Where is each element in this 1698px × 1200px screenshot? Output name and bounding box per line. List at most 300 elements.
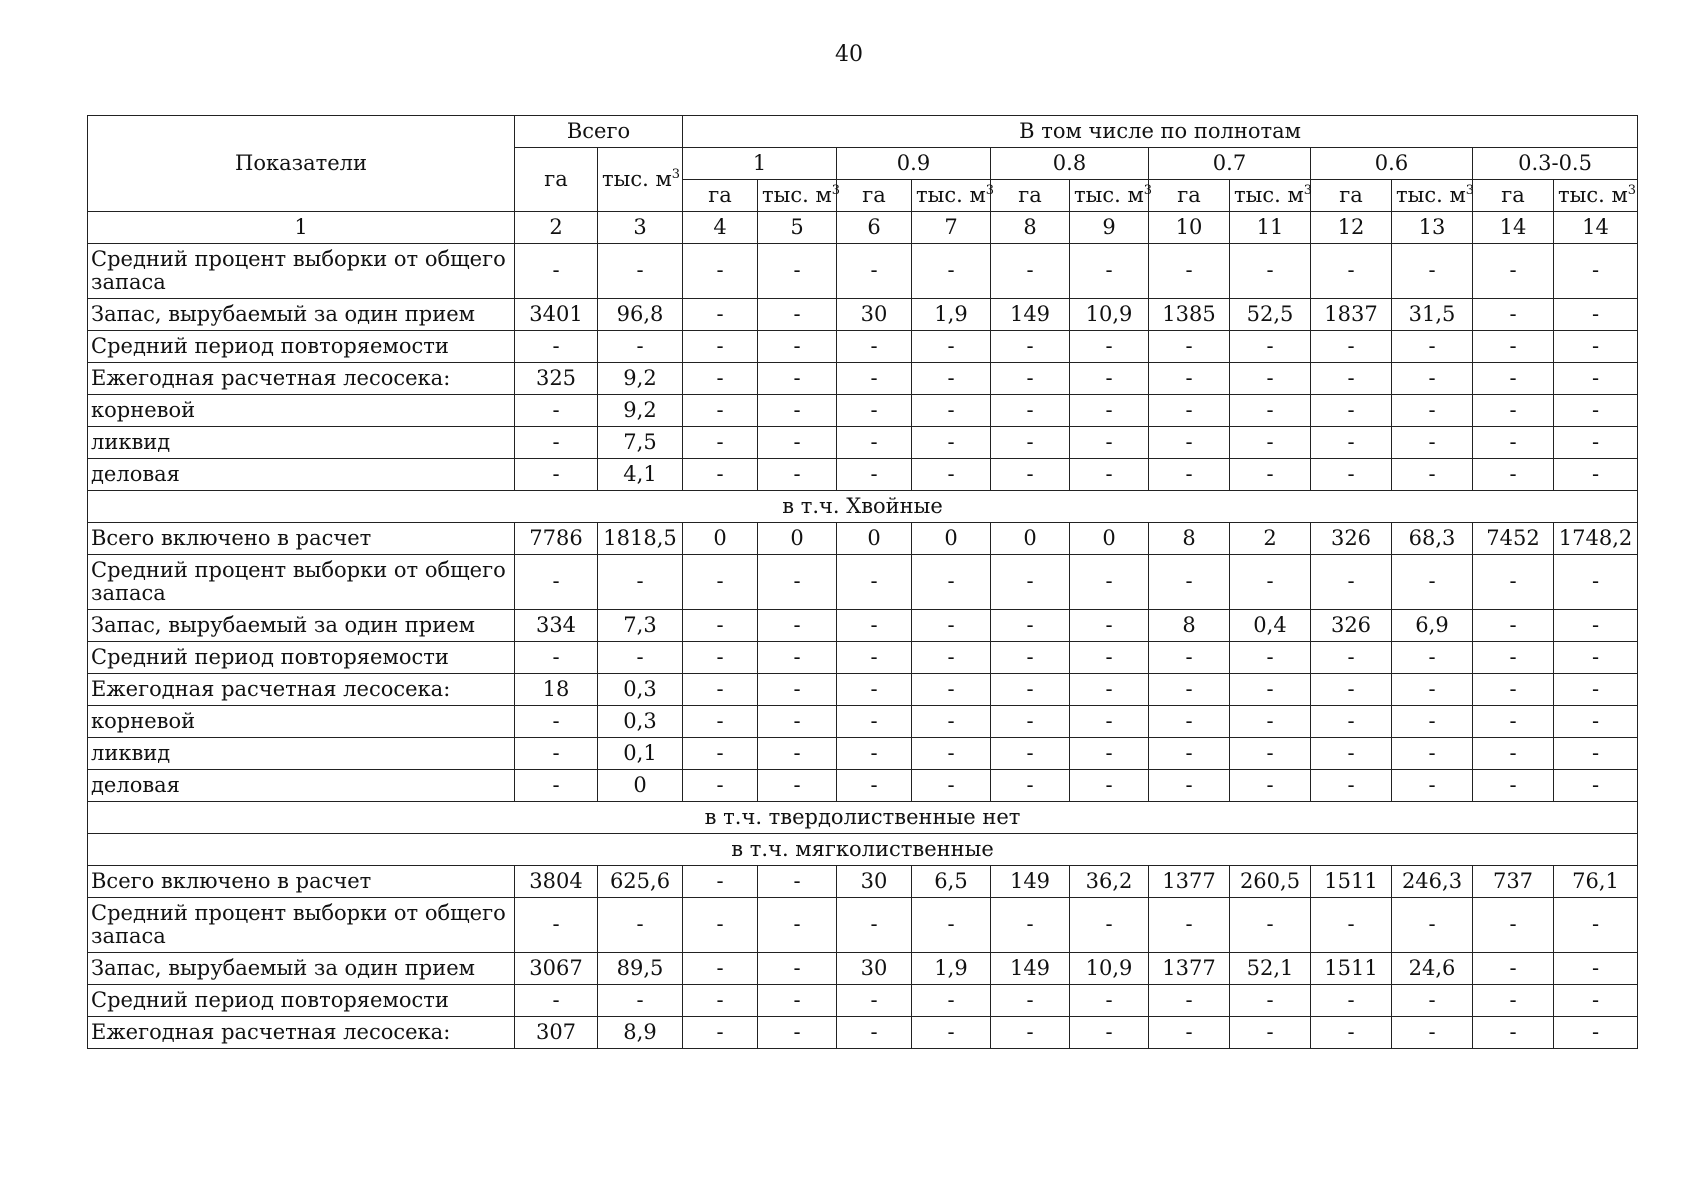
table-cell: - — [837, 985, 912, 1017]
table-cell: - — [1554, 674, 1638, 706]
table-cell: 326 — [1311, 610, 1392, 642]
column-number: 5 — [758, 212, 837, 244]
table-cell: - — [758, 610, 837, 642]
table-cell: - — [837, 363, 912, 395]
table-cell: - — [1311, 459, 1392, 491]
row-label: Запас, вырубаемый за один прием — [88, 299, 515, 331]
table-cell: - — [1473, 898, 1554, 953]
header-unit-ha: га — [1311, 180, 1392, 212]
table-row — [88, 706, 1638, 738]
table-cell: - — [1392, 244, 1473, 299]
table-cell: - — [1070, 642, 1149, 674]
table-cell: - — [1230, 1017, 1311, 1049]
table-cell: - — [1070, 985, 1149, 1017]
table-cell: - — [1230, 674, 1311, 706]
table-cell: - — [1473, 738, 1554, 770]
section-title: в т.ч. мягколиственные — [88, 834, 1638, 866]
table-cell: - — [837, 738, 912, 770]
table-cell: 30 — [837, 953, 912, 985]
table-cell: - — [1473, 244, 1554, 299]
table-cell: 4,1 — [598, 459, 683, 491]
table-cell: - — [1070, 244, 1149, 299]
table-cell: - — [1230, 706, 1311, 738]
table-cell: - — [1392, 706, 1473, 738]
table-row — [88, 898, 1638, 953]
table-row — [88, 427, 1638, 459]
table-cell: - — [1554, 706, 1638, 738]
table-cell: 2 — [1230, 523, 1311, 555]
table-row — [88, 770, 1638, 802]
section-row — [88, 834, 1638, 866]
table-cell: - — [1070, 1017, 1149, 1049]
table-cell: - — [1554, 363, 1638, 395]
table-cell: - — [1473, 363, 1554, 395]
table-cell: - — [758, 898, 837, 953]
table-cell: - — [1311, 985, 1392, 1017]
table-cell: - — [991, 427, 1070, 459]
table-row — [88, 459, 1638, 491]
table-cell: - — [991, 610, 1070, 642]
table-cell: 7,3 — [598, 610, 683, 642]
table-cell: - — [912, 459, 991, 491]
table-cell: 3067 — [515, 953, 598, 985]
table-cell: 737 — [1473, 866, 1554, 898]
table-cell: 149 — [991, 866, 1070, 898]
table-cell: 1377 — [1149, 953, 1230, 985]
table-cell: 0 — [758, 523, 837, 555]
table-cell: - — [991, 770, 1070, 802]
table-cell: - — [1070, 395, 1149, 427]
table-cell: 30 — [837, 866, 912, 898]
table-cell: 0 — [1070, 523, 1149, 555]
row-label: корневой — [88, 395, 515, 427]
table-cell: - — [758, 331, 837, 363]
table-cell: - — [1473, 985, 1554, 1017]
table-cell: - — [683, 1017, 758, 1049]
table-cell: 149 — [991, 953, 1070, 985]
table-cell: - — [991, 331, 1070, 363]
table-cell: - — [683, 427, 758, 459]
table-cell: - — [598, 555, 683, 610]
table-cell: - — [758, 953, 837, 985]
table-cell: - — [598, 642, 683, 674]
column-number: 9 — [1070, 212, 1149, 244]
table-cell: - — [1554, 459, 1638, 491]
table-cell: 9,2 — [598, 395, 683, 427]
table-cell: - — [1554, 299, 1638, 331]
table-cell: - — [1070, 770, 1149, 802]
table-cell: - — [1311, 555, 1392, 610]
table-cell: - — [1473, 674, 1554, 706]
table-cell: 326 — [1311, 523, 1392, 555]
column-number: 1 — [88, 212, 515, 244]
table-cell: - — [1392, 555, 1473, 610]
table-row — [88, 299, 1638, 331]
table-cell: - — [683, 363, 758, 395]
table-cell: 1511 — [1311, 866, 1392, 898]
table-row — [88, 331, 1638, 363]
row-label: корневой — [88, 706, 515, 738]
header-unit-vol: тыс. $м^3$ — [1392, 180, 1473, 212]
table-cell: - — [837, 706, 912, 738]
table-cell: - — [837, 642, 912, 674]
table-cell: 0,3 — [598, 706, 683, 738]
table-cell: - — [1149, 244, 1230, 299]
column-number: 14 — [1554, 212, 1638, 244]
table-cell: - — [1311, 395, 1392, 427]
table-cell: - — [1230, 363, 1311, 395]
table-row — [88, 738, 1638, 770]
header-unit-ha: га — [683, 180, 758, 212]
table-cell: - — [912, 244, 991, 299]
table-cell: 30 — [837, 299, 912, 331]
column-number: 7 — [912, 212, 991, 244]
table-cell: 0 — [991, 523, 1070, 555]
table-cell: 76,1 — [1554, 866, 1638, 898]
table-cell: - — [1392, 642, 1473, 674]
table-row — [88, 642, 1638, 674]
table-cell: - — [515, 459, 598, 491]
table-cell: - — [1554, 244, 1638, 299]
table-cell: - — [515, 706, 598, 738]
table-row — [88, 953, 1638, 985]
table-cell: 10,9 — [1070, 953, 1149, 985]
table-cell: - — [912, 610, 991, 642]
table-cell: 0 — [837, 523, 912, 555]
row-label: Средний период повторяемости — [88, 331, 515, 363]
table-cell: - — [1070, 459, 1149, 491]
table-cell: - — [837, 395, 912, 427]
table-cell: - — [1554, 555, 1638, 610]
table-cell: - — [1070, 427, 1149, 459]
table-cell: - — [837, 674, 912, 706]
table-cell: - — [758, 299, 837, 331]
table-cell: 68,3 — [1392, 523, 1473, 555]
table-cell: - — [758, 459, 837, 491]
column-number: 4 — [683, 212, 758, 244]
table-cell: - — [991, 738, 1070, 770]
table-cell: - — [912, 331, 991, 363]
table-cell: 7786 — [515, 523, 598, 555]
table-cell: - — [515, 985, 598, 1017]
table-cell: - — [912, 770, 991, 802]
table-cell: - — [758, 674, 837, 706]
table-cell: - — [1070, 898, 1149, 953]
table-cell: - — [1149, 738, 1230, 770]
table-cell: - — [1392, 363, 1473, 395]
table-cell: - — [1070, 738, 1149, 770]
table-cell: 3804 — [515, 866, 598, 898]
table-cell: 334 — [515, 610, 598, 642]
row-label: Ежегодная расчетная лесосека: — [88, 363, 515, 395]
table-cell: - — [1473, 770, 1554, 802]
table-cell: - — [683, 953, 758, 985]
table-cell: - — [1311, 898, 1392, 953]
table-cell: - — [837, 331, 912, 363]
header-density: 0.8 — [991, 148, 1149, 180]
table-row — [88, 523, 1638, 555]
table-cell: - — [1230, 427, 1311, 459]
column-number: 10 — [1149, 212, 1230, 244]
table-cell: - — [758, 395, 837, 427]
table-cell: - — [1230, 395, 1311, 427]
table-cell: - — [1311, 738, 1392, 770]
table-cell: - — [1392, 898, 1473, 953]
row-label: Ежегодная расчетная лесосека: — [88, 1017, 515, 1049]
table-cell: - — [1473, 555, 1554, 610]
table-cell: 1818,5 — [598, 523, 683, 555]
table-cell: - — [1473, 610, 1554, 642]
row-label: ликвид — [88, 738, 515, 770]
header-density: 0.3-0.5 — [1473, 148, 1638, 180]
header-unit-vol: тыс. $м^3$ — [1070, 180, 1149, 212]
table-cell: - — [912, 985, 991, 1017]
table-cell: - — [1311, 244, 1392, 299]
table-cell: - — [1230, 331, 1311, 363]
table-cell: - — [683, 985, 758, 1017]
table-cell: - — [758, 985, 837, 1017]
table-cell: 0 — [598, 770, 683, 802]
table-cell: - — [1230, 898, 1311, 953]
row-label: деловая — [88, 459, 515, 491]
allowable-cut-table — [87, 115, 1638, 1049]
table-cell: 1377 — [1149, 866, 1230, 898]
table-cell: 149 — [991, 299, 1070, 331]
table-cell: - — [1149, 427, 1230, 459]
table-cell: - — [912, 738, 991, 770]
table-cell: - — [1230, 985, 1311, 1017]
table-row — [88, 395, 1638, 427]
section-row — [88, 491, 1638, 523]
table-cell: 8 — [1149, 610, 1230, 642]
header-density: 0.9 — [837, 148, 991, 180]
table-cell: - — [1554, 1017, 1638, 1049]
table-cell: - — [1392, 427, 1473, 459]
table-cell: - — [912, 555, 991, 610]
column-number: 12 — [1311, 212, 1392, 244]
table-cell: - — [837, 459, 912, 491]
section-title: в т.ч. твердолиственные нет — [88, 802, 1638, 834]
column-number: 11 — [1230, 212, 1311, 244]
table-header — [88, 116, 1638, 244]
header-density: 1 — [683, 148, 837, 180]
table-cell: - — [1473, 299, 1554, 331]
header-unit-vol: тыс. $м^3$ — [912, 180, 991, 212]
table-cell: 89,5 — [598, 953, 683, 985]
table-cell: - — [598, 898, 683, 953]
table-cell: - — [515, 642, 598, 674]
table-cell: 1385 — [1149, 299, 1230, 331]
row-label: ликвид — [88, 427, 515, 459]
table-cell: - — [758, 1017, 837, 1049]
table-row — [88, 244, 1638, 299]
table-cell: - — [515, 331, 598, 363]
table-cell: - — [1554, 610, 1638, 642]
table-cell: - — [912, 363, 991, 395]
table-cell: - — [837, 610, 912, 642]
row-label: Средний период повторяемости — [88, 642, 515, 674]
table-cell: - — [1554, 985, 1638, 1017]
table-cell: - — [683, 770, 758, 802]
row-label: Средний процент выборки от общего запаса — [88, 244, 515, 299]
table-cell: 0,3 — [598, 674, 683, 706]
table-cell: 8,9 — [598, 1017, 683, 1049]
table-cell: - — [1311, 706, 1392, 738]
table-cell: 0 — [683, 523, 758, 555]
table-cell: - — [598, 331, 683, 363]
table-cell: - — [1311, 674, 1392, 706]
table-cell: - — [515, 898, 598, 953]
table-cell: - — [1149, 770, 1230, 802]
table-cell: - — [1392, 331, 1473, 363]
table-cell: - — [683, 738, 758, 770]
table-cell: - — [598, 244, 683, 299]
table-cell: - — [1473, 427, 1554, 459]
table-cell: - — [991, 706, 1070, 738]
table-cell: - — [1149, 985, 1230, 1017]
table-cell: - — [912, 674, 991, 706]
table-cell: 6,9 — [1392, 610, 1473, 642]
header-total-vol: тыс. $м^3$ — [598, 148, 683, 212]
table-cell: - — [1149, 1017, 1230, 1049]
table-cell: - — [912, 1017, 991, 1049]
table-cell: - — [1149, 555, 1230, 610]
table-row — [88, 610, 1638, 642]
table-cell: - — [1392, 1017, 1473, 1049]
table-cell: - — [515, 770, 598, 802]
header-unit-ha: га — [1473, 180, 1554, 212]
table-cell: - — [1392, 674, 1473, 706]
column-number: 3 — [598, 212, 683, 244]
table-cell: - — [1149, 674, 1230, 706]
table-cell: - — [1230, 244, 1311, 299]
table-cell: - — [683, 610, 758, 642]
table-cell: - — [991, 985, 1070, 1017]
table-cell: 0 — [912, 523, 991, 555]
table-cell: - — [1392, 395, 1473, 427]
table-cell: - — [1070, 363, 1149, 395]
table-cell: - — [515, 395, 598, 427]
table-row — [88, 555, 1638, 610]
table-cell: - — [1149, 395, 1230, 427]
column-number: 14 — [1473, 212, 1554, 244]
table-cell: 8 — [1149, 523, 1230, 555]
table-cell: - — [991, 898, 1070, 953]
table-cell: 1,9 — [912, 953, 991, 985]
table-cell: - — [1473, 1017, 1554, 1049]
table-cell: - — [1230, 738, 1311, 770]
table-cell: - — [515, 427, 598, 459]
table-row — [88, 363, 1638, 395]
table-cell: - — [1554, 953, 1638, 985]
table-cell: - — [1311, 427, 1392, 459]
table-cell: 10,9 — [1070, 299, 1149, 331]
table-cell: - — [1149, 642, 1230, 674]
table-row — [88, 674, 1638, 706]
table-cell: - — [1070, 331, 1149, 363]
table-cell: - — [1311, 642, 1392, 674]
table-cell: - — [837, 1017, 912, 1049]
table-cell: - — [1230, 642, 1311, 674]
section-title: в т.ч. Хвойные — [88, 491, 1638, 523]
table-cell: - — [515, 244, 598, 299]
header-by-density: В том числе по полнотам — [683, 116, 1638, 148]
table-cell: - — [758, 363, 837, 395]
table-cell: - — [683, 642, 758, 674]
table-cell: - — [1392, 738, 1473, 770]
header-density: 0.6 — [1311, 148, 1473, 180]
table-cell: - — [1149, 706, 1230, 738]
table-cell: - — [683, 555, 758, 610]
row-label: деловая — [88, 770, 515, 802]
header-unit-vol: тыс. $м^3$ — [758, 180, 837, 212]
table-cell: 52,5 — [1230, 299, 1311, 331]
table-cell: 1511 — [1311, 953, 1392, 985]
table-cell: 24,6 — [1392, 953, 1473, 985]
table-cell: - — [1149, 898, 1230, 953]
table-cell: - — [1554, 738, 1638, 770]
table-cell: - — [837, 427, 912, 459]
header-total-ha: га — [515, 148, 598, 212]
table-cell: - — [991, 363, 1070, 395]
table-row — [88, 1017, 1638, 1049]
table-cell: - — [837, 555, 912, 610]
table-cell: 246,3 — [1392, 866, 1473, 898]
table-cell: - — [758, 427, 837, 459]
table-cell: - — [515, 555, 598, 610]
table-cell: - — [1392, 985, 1473, 1017]
table-cell: - — [1392, 459, 1473, 491]
table-cell: - — [758, 555, 837, 610]
table-cell: - — [912, 642, 991, 674]
page-number: 40 — [835, 42, 863, 67]
table-cell: - — [758, 770, 837, 802]
table-cell: 260,5 — [1230, 866, 1311, 898]
table-cell: - — [1070, 706, 1149, 738]
table-cell: - — [683, 898, 758, 953]
header-indicators: Показатели — [88, 116, 515, 212]
table-cell: - — [991, 642, 1070, 674]
table-cell: - — [1473, 953, 1554, 985]
table-cell: - — [1473, 706, 1554, 738]
row-label: Всего включено в расчет — [88, 523, 515, 555]
row-label: Ежегодная расчетная лесосека: — [88, 674, 515, 706]
table-row — [88, 985, 1638, 1017]
table-cell: 18 — [515, 674, 598, 706]
table-cell: - — [1311, 1017, 1392, 1049]
table-cell: 36,2 — [1070, 866, 1149, 898]
table-cell: - — [683, 299, 758, 331]
table-cell: - — [1311, 363, 1392, 395]
table-cell: 96,8 — [598, 299, 683, 331]
header-unit-vol: тыс. $м^3$ — [1230, 180, 1311, 212]
table-cell: - — [758, 866, 837, 898]
table-cell: 625,6 — [598, 866, 683, 898]
row-label: Запас, вырубаемый за один прием — [88, 610, 515, 642]
table-cell: - — [1070, 555, 1149, 610]
table-cell: - — [1392, 770, 1473, 802]
table-cell: 1,9 — [912, 299, 991, 331]
table-cell: - — [1311, 331, 1392, 363]
table-cell: - — [683, 459, 758, 491]
section-row — [88, 802, 1638, 834]
table-cell: - — [515, 738, 598, 770]
header-unit-ha: га — [1149, 180, 1230, 212]
table-cell: - — [1070, 674, 1149, 706]
table-cell: - — [683, 395, 758, 427]
header-unit-vol: тыс. $м^3$ — [1554, 180, 1638, 212]
table-cell: - — [991, 674, 1070, 706]
